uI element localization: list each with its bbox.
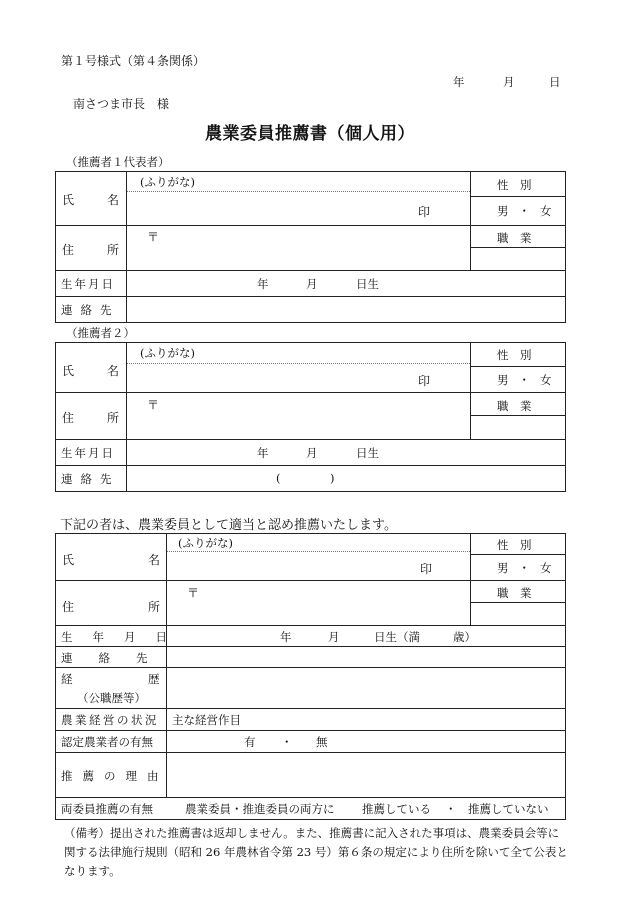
recommender2-contact-label: 連絡先: [61, 472, 120, 486]
recommender1-address-label-1: 住: [62, 243, 75, 257]
nominee-dob-month: 月: [328, 630, 340, 644]
recommender1-dob-label: 生年月日: [61, 277, 115, 291]
nominee-career-label-1: 経: [61, 672, 73, 686]
recommender2-section-label: （推薦者２）: [66, 326, 135, 340]
recommender1-name-label-2: 名: [107, 193, 120, 207]
recommender1-gender-value: 男・女: [497, 204, 562, 218]
nominee-intro: 下記の者は、農業委員として適当と認め推薦いたします。: [60, 518, 397, 533]
nominee-contact-label: 連絡先: [61, 651, 174, 665]
recommender1-contact-label: 連絡先: [61, 303, 120, 317]
recommender2-contact-paren-close: ): [330, 471, 335, 485]
recommender2-address-label-2: 所: [107, 411, 120, 425]
recommender1-seal: 印: [418, 205, 431, 219]
recommender2-address-label-1: 住: [62, 411, 75, 425]
nominee-name-label-2: 名: [148, 553, 161, 567]
nominee-furigana: (ふりがな): [178, 536, 233, 550]
nominee-name-label-1: 氏: [62, 553, 75, 567]
recommender1-job-label: 職 業: [497, 231, 532, 245]
recommender1-dob-day: 日生: [356, 277, 379, 291]
addressee: 南さつま市長 様: [73, 97, 170, 111]
recommender1-section-label: （推薦者１代表者）: [66, 155, 170, 169]
footer-note-line2: 関する法律施行規則（昭和 26 年農林省令第 23 号）第６条の規定により住所を除いて全て公表と: [64, 845, 568, 859]
nominee-gender-value: 男・女: [497, 561, 562, 575]
recommender2-dob-day: 日生: [356, 446, 379, 460]
nominee-seal: 印: [420, 562, 433, 576]
recommender2-gender-value: 男・女: [497, 373, 562, 387]
recommender2-dob-year: 年: [257, 446, 269, 460]
nominee-postal-mark: 〒: [187, 586, 200, 600]
footer-note-line1: （備考）提出された推薦書は返却しません。また、推薦書に記入された事項は、農業委員会等に: [64, 826, 560, 840]
nominee-farm-status-value: 主な経営作目: [172, 713, 241, 727]
date-month-label: 月: [503, 75, 515, 89]
nominee-job-label: 職 業: [497, 586, 532, 600]
recommender1-furigana: (ふりがな): [140, 175, 195, 189]
nominee-dual-yes: 推薦している: [362, 802, 431, 816]
nominee-dual-label: 両委員推薦の有無: [61, 802, 153, 816]
nominee-certified-no: 無: [316, 735, 328, 749]
nominee-farm-status-label: 農業経営の状況: [61, 713, 159, 727]
nominee-dob-year: 年: [280, 630, 292, 644]
recommender2-job-label: 職 業: [497, 399, 532, 413]
recommender2-name-label-2: 名: [107, 364, 120, 378]
recommender1-dob-month: 月: [306, 277, 318, 291]
nominee-dob-label: 生年月日: [61, 630, 187, 644]
recommender1-dob-year: 年: [257, 277, 269, 291]
nominee-career-sub: （公職歴等）: [77, 691, 146, 705]
date-year-label: 年: [453, 75, 465, 89]
page-title: 農業委員推薦書（個人用）: [205, 124, 415, 144]
nominee-certified-dot: ・: [281, 735, 293, 749]
nominee-dual-no: 推薦していない: [468, 802, 549, 816]
nominee-reason-label: 推薦の理由: [61, 769, 169, 783]
recommender2-dob-month: 月: [306, 446, 318, 460]
nominee-address-label-2: 所: [148, 600, 161, 614]
recommender2-name-label-1: 氏: [62, 364, 75, 378]
recommender2-seal: 印: [418, 374, 431, 388]
nominee-dob-age: 歳）: [453, 630, 476, 644]
date-day-label: 日: [549, 75, 561, 89]
recommender2-gender-label: 性 別: [497, 348, 532, 362]
nominee-certified-yes: 有: [244, 735, 256, 749]
nominee-gender-label: 性 別: [497, 538, 532, 552]
nominee-dual-dot: ・: [445, 802, 457, 816]
recommender1-postal-mark: 〒: [147, 230, 160, 244]
nominee-certified-label: 認定農業者の有無: [61, 735, 153, 749]
form-number: 第１号様式（第４条関係）: [61, 54, 206, 68]
recommender2-postal-mark: 〒: [147, 398, 160, 412]
recommender1-address-label-2: 所: [107, 243, 120, 257]
nominee-dual-text: 農業委員・推進委員の両方に: [185, 802, 335, 816]
recommender2-contact-paren-open: (: [276, 471, 281, 485]
recommender2-furigana: (ふりがな): [140, 346, 195, 360]
nominee-dob-day: 日生（満: [374, 630, 420, 644]
recommender1-gender-label: 性 別: [497, 178, 532, 192]
recommender2-dob-label: 生年月日: [61, 446, 115, 460]
nominee-career-label-2: 歴: [148, 672, 160, 686]
footer-note-line3: なります。: [64, 864, 121, 878]
recommender1-name-label-1: 氏: [62, 193, 75, 207]
nominee-address-label-1: 住: [62, 600, 75, 614]
